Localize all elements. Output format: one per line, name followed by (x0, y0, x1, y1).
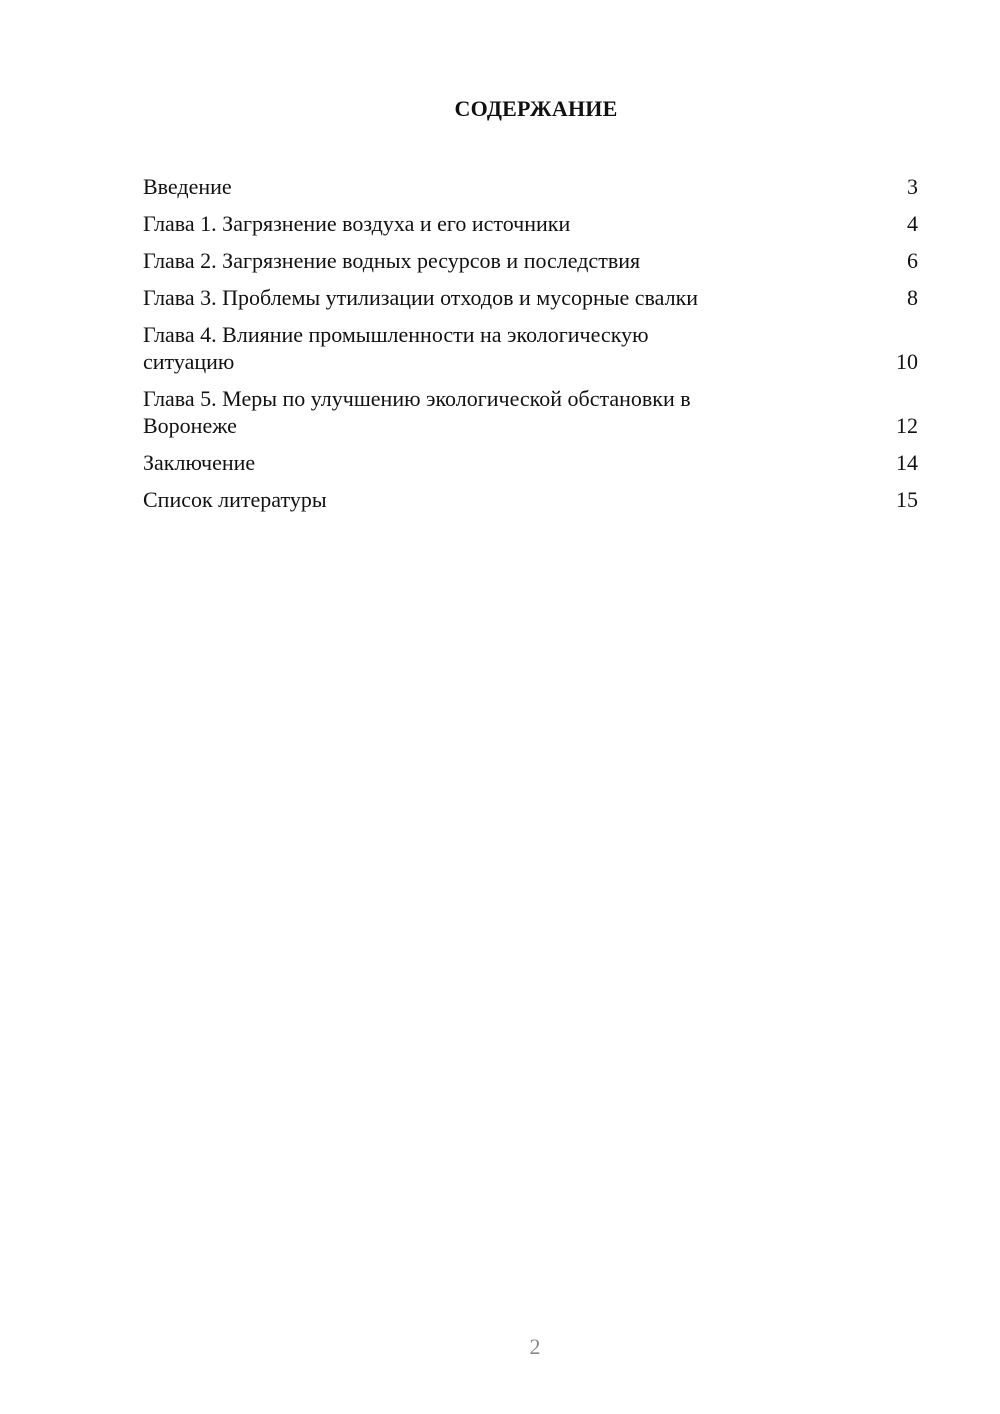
toc-entry-bibliography[interactable] (143, 486, 918, 513)
toc-entry-text: Заключение (143, 450, 256, 475)
toc-entry-page: 12 (896, 413, 918, 438)
toc-entry-text: Введение (143, 174, 232, 199)
toc-entry-chapter-3[interactable] (143, 284, 918, 311)
toc-entry-text: Глава 2. Загрязнение водных ресурсов и последствия (143, 248, 641, 273)
toc-entry-chapter-1[interactable] (143, 210, 918, 237)
toc-entry-text: Глава 1. Загрязнение воздуха и его источники (143, 211, 571, 236)
toc-entry-text: Список литературы (143, 487, 327, 512)
toc-entry-page: 4 (907, 211, 918, 236)
toc-entry-page: 14 (896, 450, 918, 475)
toc-entry-text: Глава 3. Проблемы утилизации отходов и мусорные свалки (143, 285, 699, 310)
toc-entry-page: 8 (907, 285, 918, 310)
table-of-contents (143, 170, 918, 513)
page-title: СОДЕРЖАНИЕ (454, 96, 618, 121)
toc-entry-page: 10 (896, 349, 918, 374)
toc-entry-text: Глава 4. Влияние промышленности на экологическую ситуацию (143, 322, 649, 374)
toc-entry-introduction[interactable] (143, 173, 918, 200)
page-number: 2 (529, 1334, 541, 1359)
toc-entry-chapter-2[interactable] (143, 247, 918, 274)
toc-entry-page: 3 (907, 174, 918, 199)
toc-entry-text: Глава 5. Меры по улучшению экологической обстановки в Воронеже (143, 386, 691, 438)
toc-entry-page: 6 (907, 248, 918, 273)
toc-entry-chapter-4[interactable] (143, 321, 918, 375)
toc-entry-conclusion[interactable] (143, 449, 918, 476)
toc-entry-chapter-5[interactable] (143, 385, 918, 439)
toc-entry-page: 15 (896, 487, 918, 512)
